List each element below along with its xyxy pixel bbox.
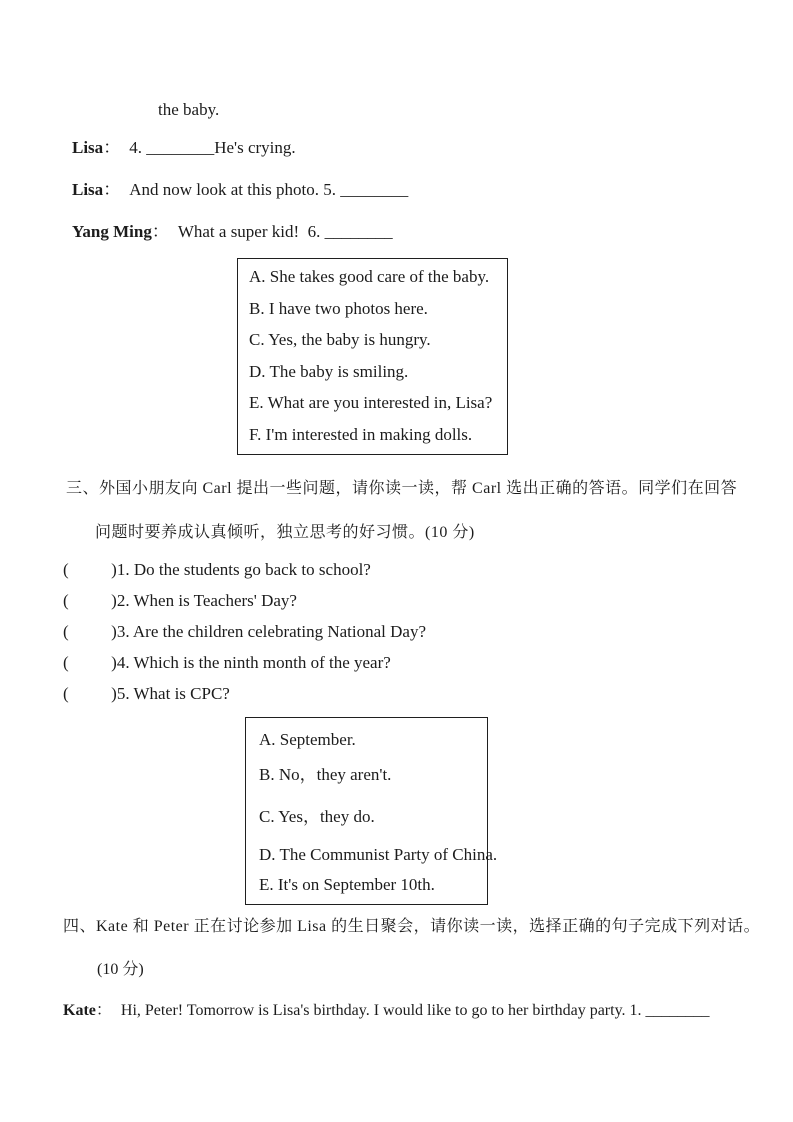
- dialogue-line: [72, 179, 408, 200]
- option-item: A. She takes good care of the baby.: [249, 267, 490, 286]
- option-item: B. I have two photos here.: [249, 298, 428, 318]
- option-item: C. Yes，they do.: [259, 807, 375, 826]
- section3-heading-line2: 问题时要养成认真倾听，独立思考的好习惯。(10 分): [95, 524, 475, 541]
- option-item: E. What are you interested in, Lisa?: [249, 393, 493, 412]
- speaker-colon: ：: [95, 1002, 112, 1019]
- options-box-2: [245, 717, 498, 905]
- question-item: ( )3. Are the children celebrating National Day?: [63, 622, 427, 641]
- options-box-1: [237, 258, 508, 455]
- section4-score: (10 分): [97, 961, 144, 978]
- option-item: A. September.: [259, 730, 356, 749]
- dialogue-line: [63, 1000, 710, 1021]
- speaker-name: Lisa: [72, 180, 104, 199]
- dialogue-text: Hi, Peter! Tomorrow is Lisa's birthday. I would like to go to her birthday party. 1. ________: [120, 1002, 710, 1019]
- questions-list: [63, 560, 426, 715]
- dialogue-text: 4. ________He's crying.: [129, 138, 296, 157]
- dialogue-line: [72, 137, 296, 158]
- question-item: ( )1. Do the students go back to school?: [63, 560, 371, 579]
- speaker-name: Lisa: [72, 138, 104, 157]
- dialogue-continuation-text: the baby.: [158, 100, 220, 119]
- option-item: D. The baby is smiling.: [249, 361, 409, 381]
- option-item: D. The Communist Party of China.: [259, 845, 498, 864]
- dialogue-line: [72, 221, 393, 242]
- section4-heading-line1: 四、Kate 和 Peter 正在讨论参加 Lisa 的生日聚会，请你读一读，选择正确的句子完成下列对话。: [63, 918, 761, 935]
- speaker-colon: ：: [103, 138, 121, 157]
- question-item: ( )5. What is CPC?: [63, 684, 230, 703]
- speaker-name: Kate: [63, 1002, 96, 1019]
- option-item: C. Yes, the baby is hungry.: [249, 330, 431, 349]
- speaker-name: Yang Ming: [72, 222, 152, 241]
- speaker-colon: ：: [103, 180, 121, 199]
- question-item: ( )4. Which is the ninth month of the year?: [63, 653, 391, 672]
- option-item: E. It's on September 10th.: [259, 875, 435, 894]
- section3-heading-line1: 三、外国小朋友向 Carl 提出一些问题，请你读一读，帮 Carl 选出正确的答语。同学们在回答: [66, 480, 738, 497]
- option-item: F. I'm interested in making dolls.: [249, 424, 473, 444]
- dialogue-text: What a super kid! 6. ________: [177, 222, 393, 241]
- question-item: ( )2. When is Teachers' Day?: [63, 591, 297, 610]
- option-item: B. No，they aren't.: [259, 765, 392, 784]
- speaker-colon: ：: [151, 222, 169, 241]
- dialogue-text: And now look at this photo. 5. ________: [129, 180, 409, 199]
